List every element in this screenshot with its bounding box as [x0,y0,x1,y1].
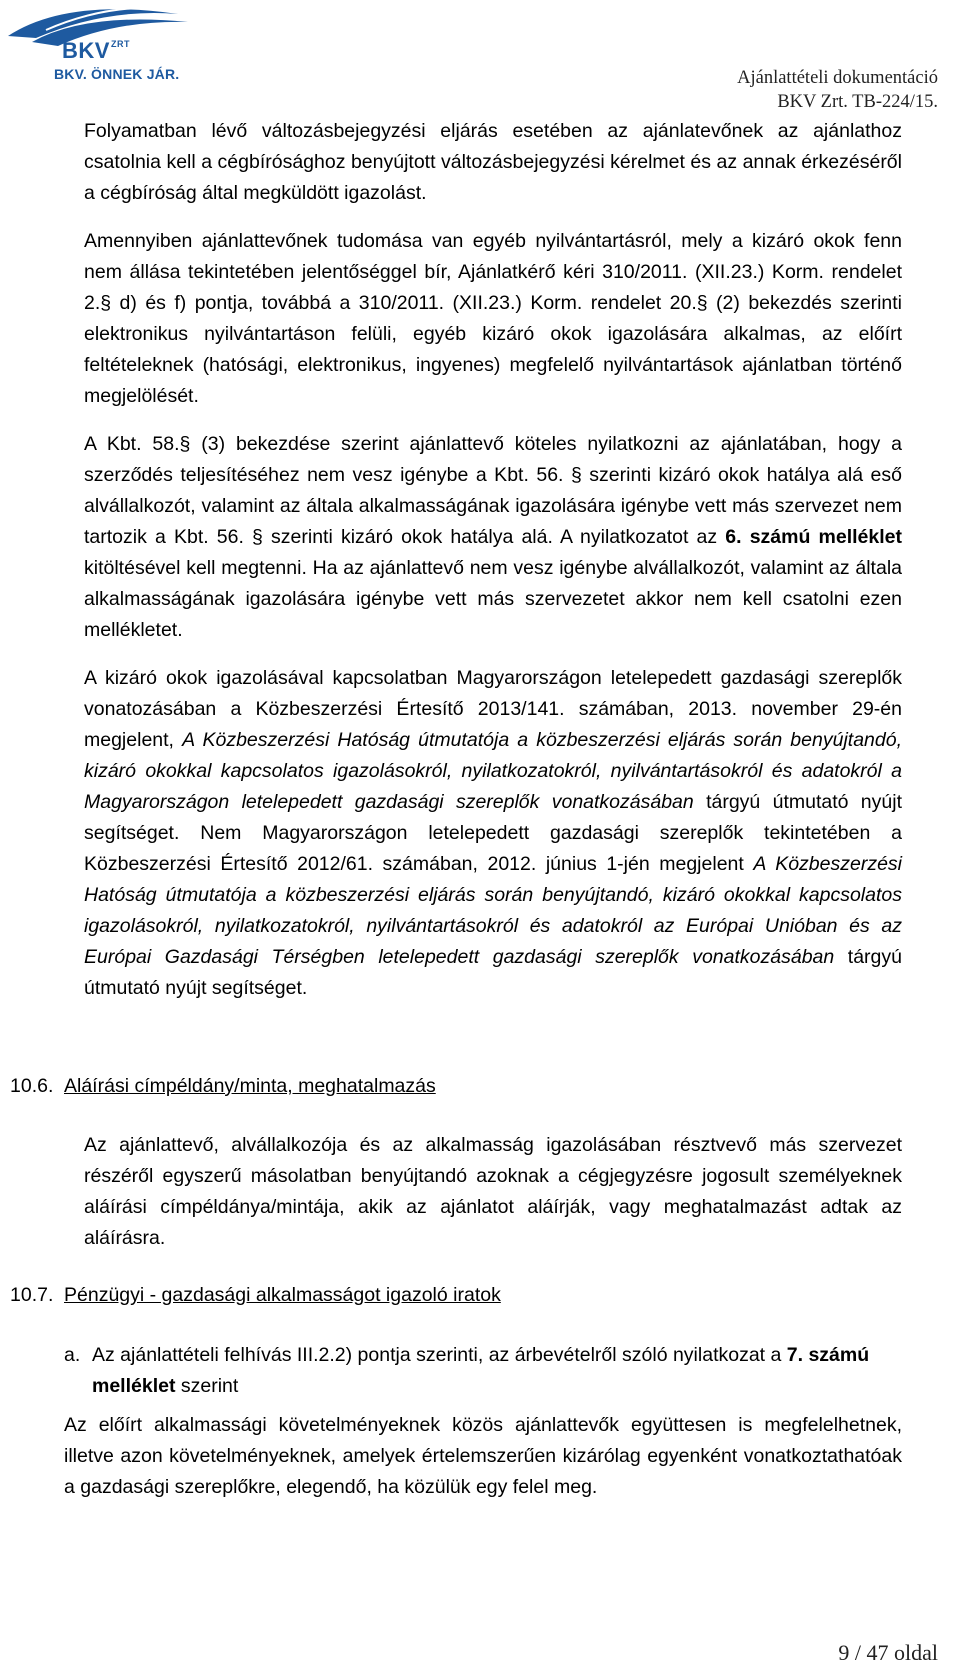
section-number: 10.7. [10,1284,54,1306]
page-number: 9 / 47 oldal [838,1640,938,1665]
section-number: 10.6. [10,1075,54,1097]
paragraph-other-registers: Amennyiben ajánlattevőnek tudomása van egyéb nyilvántartásról, mely a kizáró okok fenn nem állása tekintetében jelentőséggel bír, Ajánlatkérő kéri 310/2011. (XII.23.) Korm. rendelet 2.§ d) és f) pontja, továbbá a 310/2011. (XII.23.) Korm. rendelet 20.§ (2) bekezdés szerinti elektronikus nyilvántartáson felüli, egyéb kizáró okok igazolására alkalmas, az előírt feltételeknek (hatósági, elektronikus, ingyenes) megfelelő nyilvántartások ajánlatban történő megjelölését. [84,230,902,407]
bkv-logo [6,0,196,95]
guidance-title-eu: A Közbeszerzési Hatóság útmutatója a közbeszerzési eljárás során benyújtandó, kizáró okokkal kapcsolatos igazolásokról, nyilatkozatokról, nyilvántartásokról és adatokról az Európai Unióban és az Európai Gazdasági Térségben letelepedett gazdasági szereplők vonatkozásában [84,853,902,968]
guidance-title-hungary: A Közbeszerzési Hatóság útmutatója a közbeszerzési eljárás során benyújtandó, kizáró okokkal kapcsolatos igazolásokról, nyilatkozatokról, nyilvántartásokról és adatokról a Magyarországon letelepedett gazdasági szereplők vonatkozásában [84,729,902,813]
main-content [84,116,902,1004]
section-body [84,1130,902,1254]
paragraph-kbt-declaration: A Kbt. 58.§ (3) bekezdése szerint ajánlattevő köteles nyilatkozni az ajánlatában, hogy a szerződés teljesítéséhez nem vesz igénybe a Kbt. 56. § szerinti kizáró okok hatálya alá eső alvállalkozót, valamint az általa alkalmasságának igazolására igénybe vett más szervezet nem tartozik a Kbt. 56. § szerinti kizáró okok hatálya alá. A nyilatkozatot az 6. számú melléklet kitöltésével kell megtenni. Ha az ajánlattevő nem vesz igénybe alvállalkozót, valamint az általa alkalmasságának igazolására igénybe vett más szervezetet akkor nem kell csatolni ezen mellékletet. [84,433,902,641]
logo-slogan: BKV. ÖNNEK JÁR. [54,66,180,82]
annex-7-reference: 7. számú melléklet [92,1344,870,1397]
logo-brand: $BKV^{ZRT}$ [62,38,130,63]
paragraph-change-registration: Folyamatban lévő változásbejegyzési eljárás esetében az ajánlatevőnek az ajánlathoz csatolnia kell a cégbírósághoz benyújtott változásbejegyzési kérelmet és az annak érkezéséről a cégbíróság által megküldött igazolást. [84,120,902,204]
paragraph-guidance: A kizáró okok igazolásával kapcsolatban Magyarországon letelepedett gazdasági szereplők vonatozásában a Közbeszerzési Értesítő 2013/141. számában, 2013. november 29-én megjelent, A Közbeszerzési Hatóság útmutatója a közbeszerzési eljárás során benyújtandó, kizáró okokkal kapcsolatos igazolásokról, nyilatkozatokról, nyilvántartásokról és adatokról a Magyarországon letelepedett gazdasági szereplők vonatkozásában tárgyú útmutató nyújt segítséget. Nem Magyarországon letelepedett gazdasági szereplők tekintetében a Közbeszerzési Értesítő 2012/61. számában, 2012. június 1-jén megjelent A Közbeszerzési Hatóság útmutatója a közbeszerzési eljárás során benyújtandó, kizáró okokkal kapcsolatos igazolásokról, nyilatkozatokról, nyilvántartásokról és adatokról az Európai Unióban és az Európai Gazdasági Térségben letelepedett gazdasági szereplők vonatkozásában tárgyú útmutató nyújt segítséget. [84,667,902,999]
list-marker: a. [64,1344,81,1366]
document-reference: BKV Zrt. TB-224/15. [777,92,938,112]
paragraph-joint-suitability: Az előírt alkalmassági követelményeknek közös ajánlattevők együttesen is megfelelhetnek, illetve azon követelményeknek, amelyek értelemszerűen kizárólag egyenként vonatkoztathatóak a gazdasági szereplőkre, elegendő, ha közülük egy felel meg. [64,1414,902,1498]
page-header [0,0,960,112]
section-body [64,1410,902,1503]
section-title: Pénzügyi - gazdasági alkalmasságot igazoló iratok [64,1284,501,1306]
section-title: Aláírási címpéldány/minta, meghatalmazás [64,1075,436,1097]
annex-6-reference: 6. számú melléklet [725,526,902,548]
list-item [64,1340,902,1402]
document-title: Ajánlattételi dokumentáció [737,68,938,88]
paragraph-signature-specimen: Az ajánlattevő, alvállalkozója és az alkalmasság igazolásában résztvevő más szervezet részéről egyszerű másolatban benyújtandó azoknak a cégjegyzésre jogosult személyeknek aláírási címpéldánya/mintája, akik az ajánlatot aláírják, vagy meghatalmazást adtak az aláírásra. [84,1134,902,1249]
list-item-text: Az ajánlattételi felhívás III.2.2) pontja szerinti, az árbevételről szóló nyilatkozat a 7. számú melléklet szerint [92,1344,870,1397]
document-meta [737,66,938,114]
